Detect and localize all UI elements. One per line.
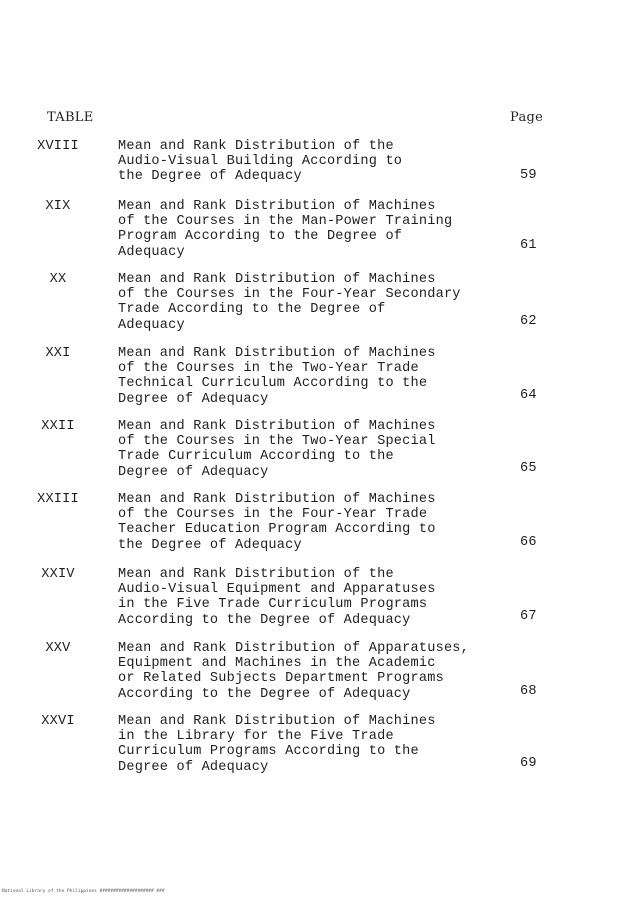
page-number: 69 xyxy=(520,756,537,771)
table-title: Mean and Rank Distribution of Machines of the Courses in the Four-Year Secondary Trade According to the Degree of Adequacy xyxy=(118,272,461,333)
table-title: Mean and Rank Distribution of Machines of the Courses in the Two-Year Special Trade Curriculum According to the Degree of Adequacy xyxy=(118,419,436,480)
table-number: XXVI xyxy=(41,714,75,729)
table-column-header: TABLE xyxy=(47,110,94,125)
table-number: XXIII xyxy=(37,492,79,507)
page-number: 64 xyxy=(520,388,537,403)
table-number: XIX xyxy=(45,199,71,214)
scan-footer: National Library of the Philippines #################### ### xyxy=(2,889,165,894)
page-number: 62 xyxy=(520,314,537,329)
page-number: 59 xyxy=(520,168,537,183)
table-number: XXV xyxy=(45,641,71,656)
table-number: XXII xyxy=(41,419,75,434)
page-number: 65 xyxy=(520,461,537,476)
table-title: Mean and Rank Distribution of Machines of the Courses in the Two-Year Trade Technical Curriculum According to the Degree of Adequacy xyxy=(118,346,436,407)
table-number: XXIV xyxy=(41,567,75,582)
page-number: 61 xyxy=(520,238,537,253)
table-title: Mean and Rank Distribution of Machines of the Courses in the Four-Year Trade Teacher Education Program According to the Degree of Adequacy xyxy=(118,492,436,553)
table-title: Mean and Rank Distribution of the Audio-Visual Equipment and Apparatuses in the Five Trade Curriculum Programs According to the Degree of Adequacy xyxy=(118,567,436,628)
table-number: XVIII xyxy=(37,139,79,154)
page-number: 66 xyxy=(520,535,537,550)
page-column-header: Page xyxy=(510,110,544,125)
table-title: Mean and Rank Distribution of Apparatuses, Equipment and Machines in the Academic or Related Subjects Department Programs According to the Degree of Adequacy xyxy=(118,641,470,702)
page-number: 68 xyxy=(520,684,537,699)
table-title: Mean and Rank Distribution of the Audio-Visual Building According to the Degree of Adequacy xyxy=(118,139,403,185)
table-number: XX xyxy=(49,272,67,287)
table-title: Mean and Rank Distribution of Machines in the Library for the Five Trade Curriculum Programs According to the Degree of Adequacy xyxy=(118,714,436,775)
table-title: Mean and Rank Distribution of Machines of the Courses in the Man-Power Training Program According to the Degree of Adequacy xyxy=(118,199,453,260)
page-number: 67 xyxy=(520,609,537,624)
table-number: XXI xyxy=(45,346,71,361)
